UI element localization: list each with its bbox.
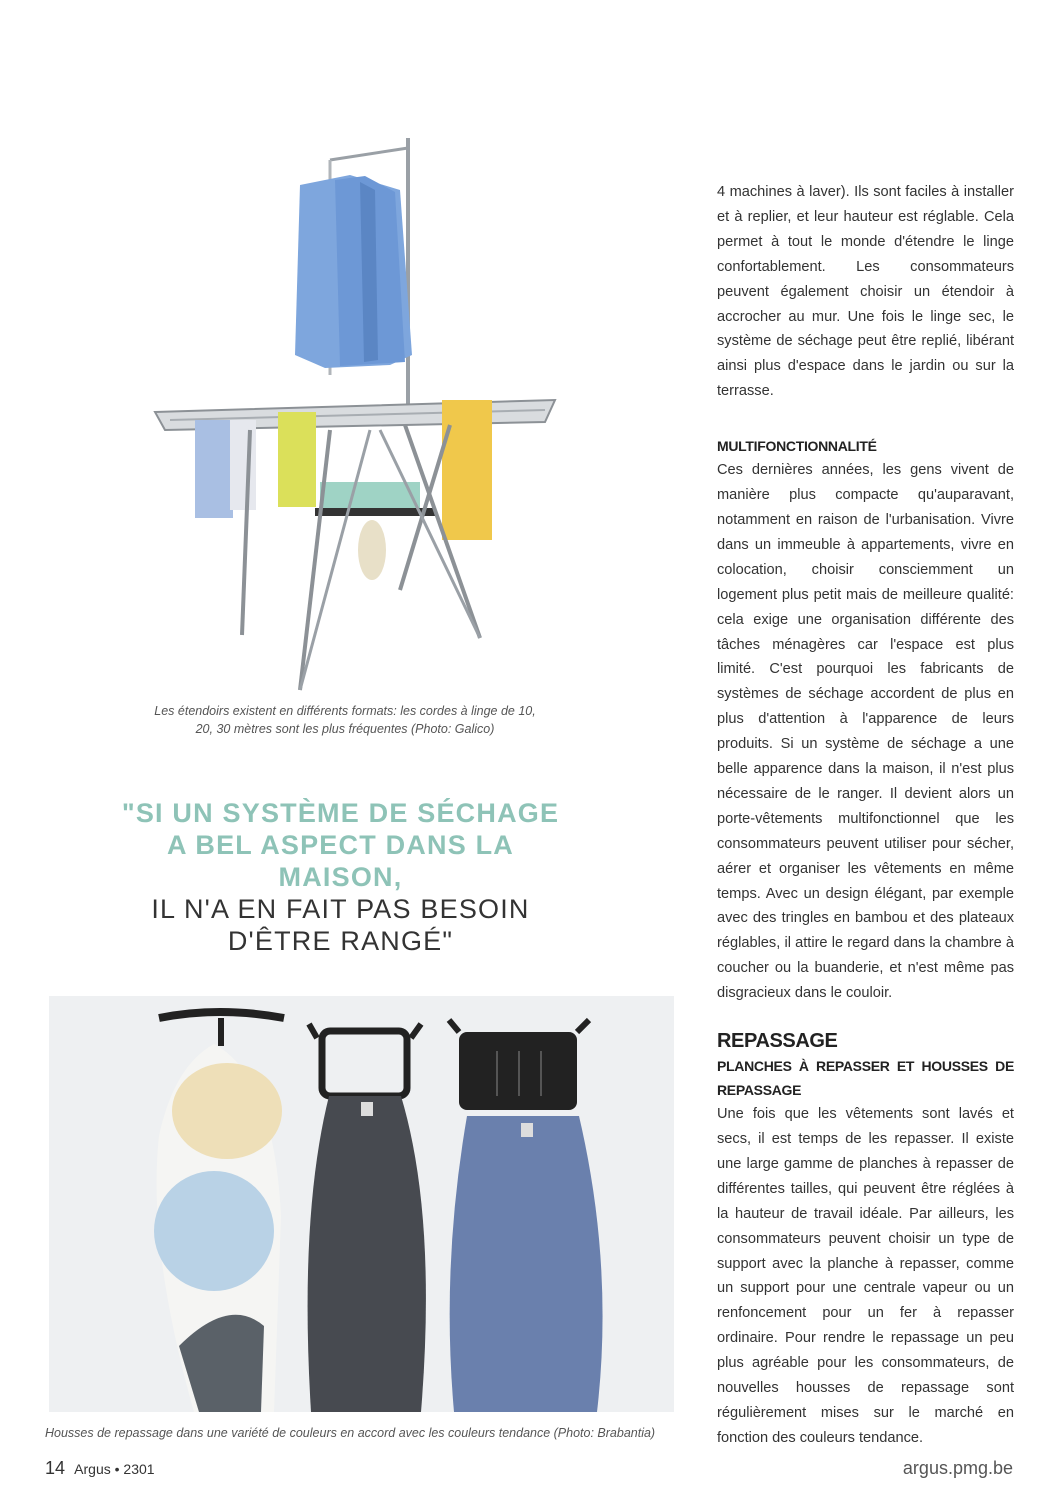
drying-rack-photo (150, 130, 560, 695)
article-paragraph: Ces dernières années, les gens vivent de manière plus compacte qu'auparavant, notamment en raison de l'urbanisation. Vivre dans un immeuble à appartements, vivre en colocation, choisir consciemment un logement plus petit mais de meilleure qualité: cela exige une organisation différente des tâches ménagères car l'espace est plus limité. C'est pourquoi les fabricants de systèmes de séchage accordent de plus en plus d'attention à l'apparence de leurs produits. Si un système de séchage a une belle apparence dans la maison, il n'est plus nécessaire de le ranger. Il devient alors un porte-vêtements multifonctionnel que les consommateurs peuvent utiliser pour sécher, aérer et organiser les vêtements en même temps. Avec un design élégant, par exemple avec des tringles en bambou et des plateaux réglables, il attire le regard dans la chambre à coucher ou la buanderie, et n'est même pas disgracieux dans le couloir. (717, 462, 1014, 1002)
page-number: 14 (45, 1458, 66, 1478)
pull-quote-rest: IL N'A EN FAIT PAS BESOIN D'ÊTRE RANGÉ" (151, 894, 530, 956)
article-column (717, 180, 1014, 1451)
pull-quote-highlight: "SI UN SYSTÈME DE SÉCHAGE A BEL ASPECT DANS LA MAISON, (121, 798, 560, 892)
page-footer-left (45, 1458, 155, 1479)
ironing-boards-illustration (49, 996, 674, 1412)
drying-rack-illustration (150, 130, 560, 695)
section-heading-multifonctionnalite: MULTIFONCTIONNALITÉ (717, 438, 877, 455)
board-photo-caption: Housses de repassage dans une variété de couleurs en accord avec les couleurs tendance (Photo: Brabantia) (45, 1426, 656, 1440)
magazine-issue: Argus • 2301 (74, 1461, 155, 1477)
section-heading-repassage: REPASSAGE (717, 1030, 838, 1053)
rack-photo-caption: Les étendoirs existent en différents formats: les cordes à linge de 10, 20, 30 mètres sont les plus fréquentes (Photo: Galico) (154, 704, 536, 736)
article-paragraph: Une fois que les vêtements sont lavés et secs, il est temps de les repasser. Il existe une large gamme de planches à repasser de différentes tailles, qui peuvent être réglées à la hauteur de travail idéale. Par ailleurs, les consommateurs peuvent choisir un type de support avec la planche à repasser, comme un support pour une centrale vapeur ou un renfoncement pour un fer à repasser ordinaire. Pour rendre le repassage un peu plus agréable pour les consommateurs, de nouvelles housses de repassage sont régulièrement mises sur le marché en fonction des couleurs tendance. (717, 1106, 1014, 1446)
article-paragraph: 4 machines à laver). Ils sont faciles à installer et à replier, et leur hauteur est réglable. Cela permet à tout le monde d'étendre le linge confortablement. Les consommateurs peuvent également choisir un étendoir à accrocher au mur. Une fois le linge sec, le système de séchage peut être replié, libérant ainsi plus d'espace dans le jardin ou sur la terrasse. (717, 184, 1014, 400)
footer-url-link[interactable]: argus.pmg.be (902, 1458, 1013, 1478)
pull-quote (118, 797, 563, 957)
subheading-planches: PLANCHES À REPASSER ET HOUSSES DE REPASSAGE (717, 1058, 1014, 1099)
ironing-boards-photo (49, 996, 674, 1412)
